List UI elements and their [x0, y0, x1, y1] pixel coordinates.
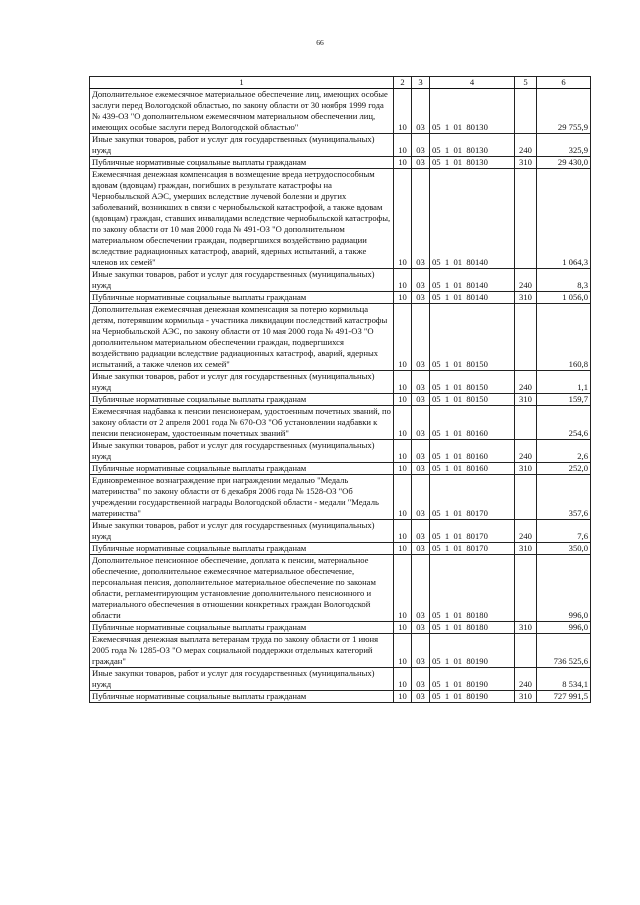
- subsection-cell: 03: [412, 555, 430, 622]
- table-row: [90, 292, 591, 304]
- budget-table: [89, 76, 591, 703]
- subsection-cell: 03: [412, 622, 430, 634]
- subsection-cell: 03: [412, 292, 430, 304]
- subsection-cell: 03: [412, 406, 430, 440]
- table-row: [90, 134, 591, 157]
- expense-type-cell: [515, 89, 537, 134]
- expense-type-cell: [515, 555, 537, 622]
- table-row: [90, 475, 591, 520]
- section-cell: 10: [394, 371, 412, 394]
- subsection-cell: 03: [412, 520, 430, 543]
- expense-type-cell: 310: [515, 622, 537, 634]
- column-header: 6: [537, 77, 591, 89]
- target-code-cell: 05 1 01 80170: [430, 475, 515, 520]
- table-row: [90, 406, 591, 440]
- column-header: 5: [515, 77, 537, 89]
- section-cell: 10: [394, 269, 412, 292]
- expense-type-cell: 310: [515, 157, 537, 169]
- row-name-cell: Публичные нормативные социальные выплаты гражданам: [90, 394, 394, 406]
- amount-cell: 8 534,1: [537, 668, 591, 691]
- row-name-cell: Публичные нормативные социальные выплаты гражданам: [90, 292, 394, 304]
- column-header: 4: [430, 77, 515, 89]
- target-code-cell: 05 1 01 80180: [430, 555, 515, 622]
- table-row: [90, 634, 591, 668]
- amount-cell: 29 430,0: [537, 157, 591, 169]
- target-code-cell: 05 1 01 80140: [430, 169, 515, 269]
- expense-type-cell: [515, 406, 537, 440]
- row-name-cell: Иные закупки товаров, работ и услуг для государственных (муниципальных) нужд: [90, 440, 394, 463]
- table-row: [90, 304, 591, 371]
- section-cell: 10: [394, 634, 412, 668]
- subsection-cell: 03: [412, 440, 430, 463]
- row-name-cell: Иные закупки товаров, работ и услуг для государственных (муниципальных) нужд: [90, 134, 394, 157]
- expense-type-cell: [515, 475, 537, 520]
- row-name-cell: Единовременное вознаграждение при награждении медалью "Медаль материнства" по закону области от 6 декабря 2006 года № 1528-ОЗ "Об учреждении государственной награды Вологодской области - медали "Медаль материнства": [90, 475, 394, 520]
- expense-type-cell: 240: [515, 520, 537, 543]
- amount-cell: 1,1: [537, 371, 591, 394]
- section-cell: 10: [394, 668, 412, 691]
- section-cell: 10: [394, 440, 412, 463]
- section-cell: 10: [394, 543, 412, 555]
- target-code-cell: 05 1 01 80190: [430, 634, 515, 668]
- target-code-cell: 05 1 01 80150: [430, 371, 515, 394]
- target-code-cell: 05 1 01 80140: [430, 269, 515, 292]
- section-cell: 10: [394, 157, 412, 169]
- expense-type-cell: [515, 169, 537, 269]
- amount-cell: 350,0: [537, 543, 591, 555]
- expense-type-cell: [515, 634, 537, 668]
- expense-type-cell: 310: [515, 394, 537, 406]
- table-row: [90, 440, 591, 463]
- expense-type-cell: 310: [515, 691, 537, 703]
- section-cell: 10: [394, 89, 412, 134]
- expense-type-cell: 310: [515, 463, 537, 475]
- amount-cell: 736 525,6: [537, 634, 591, 668]
- amount-cell: 727 991,5: [537, 691, 591, 703]
- amount-cell: 996,0: [537, 622, 591, 634]
- target-code-cell: 05 1 01 80130: [430, 89, 515, 134]
- target-code-cell: 05 1 01 80160: [430, 406, 515, 440]
- section-cell: 10: [394, 292, 412, 304]
- subsection-cell: 03: [412, 463, 430, 475]
- target-code-cell: 05 1 01 80160: [430, 463, 515, 475]
- row-name-cell: Иные закупки товаров, работ и услуг для государственных (муниципальных) нужд: [90, 269, 394, 292]
- amount-cell: 2,6: [537, 440, 591, 463]
- column-header: 2: [394, 77, 412, 89]
- expense-type-cell: [515, 304, 537, 371]
- section-cell: 10: [394, 555, 412, 622]
- subsection-cell: 03: [412, 134, 430, 157]
- table-row: [90, 394, 591, 406]
- row-name-cell: Иные закупки товаров, работ и услуг для государственных (муниципальных) нужд: [90, 520, 394, 543]
- expense-type-cell: 240: [515, 668, 537, 691]
- column-header: 1: [90, 77, 394, 89]
- row-name-cell: Ежемесячная надбавка к пенсии пенсионерам, удостоенным почетных званий, по закону области от 2 апреля 2001 года № 670-ОЗ "Об установлении надбавки к пенсии пенсионерам, удостоенным почетных званий": [90, 406, 394, 440]
- amount-cell: 325,9: [537, 134, 591, 157]
- row-name-cell: Дополнительная ежемесячная денежная компенсация за потерю кормильца детям, потерявшим кормильца - участника ликвидации последствий катастрофы на Чернобыльской АЭС, по закону области от 10 мая 2000 года № 491-ОЗ "О дополнительном материальном обеспечении граждан, подвергшихся воздействию радиации вследствие радиационных катастроф, аварий, ядерных испытаний, а также членов их семей": [90, 304, 394, 371]
- target-code-cell: 05 1 01 80130: [430, 157, 515, 169]
- table-row: [90, 691, 591, 703]
- table-row: [90, 668, 591, 691]
- row-name-cell: Ежемесячная денежная выплата ветеранам труда по закону области от 1 июня 2005 года № 1285-ОЗ "О мерах социальной поддержки отдельных категорий граждан": [90, 634, 394, 668]
- row-name-cell: Публичные нормативные социальные выплаты гражданам: [90, 543, 394, 555]
- target-code-cell: 05 1 01 80150: [430, 394, 515, 406]
- amount-cell: 29 755,9: [537, 89, 591, 134]
- target-code-cell: 05 1 01 80190: [430, 668, 515, 691]
- column-header: 3: [412, 77, 430, 89]
- target-code-cell: 05 1 01 80190: [430, 691, 515, 703]
- row-name-cell: Публичные нормативные социальные выплаты гражданам: [90, 157, 394, 169]
- amount-cell: 252,0: [537, 463, 591, 475]
- subsection-cell: 03: [412, 371, 430, 394]
- section-cell: 10: [394, 691, 412, 703]
- section-cell: 10: [394, 169, 412, 269]
- row-name-cell: Публичные нормативные социальные выплаты гражданам: [90, 691, 394, 703]
- page-number: 66: [316, 38, 324, 47]
- amount-cell: 7,6: [537, 520, 591, 543]
- table-row: [90, 520, 591, 543]
- target-code-cell: 05 1 01 80160: [430, 440, 515, 463]
- section-cell: 10: [394, 622, 412, 634]
- section-cell: 10: [394, 134, 412, 157]
- target-code-cell: 05 1 01 80170: [430, 543, 515, 555]
- subsection-cell: 03: [412, 89, 430, 134]
- table-row: [90, 371, 591, 394]
- target-code-cell: 05 1 01 80130: [430, 134, 515, 157]
- subsection-cell: 03: [412, 543, 430, 555]
- subsection-cell: 03: [412, 691, 430, 703]
- section-cell: 10: [394, 394, 412, 406]
- section-cell: 10: [394, 304, 412, 371]
- table-row: [90, 463, 591, 475]
- subsection-cell: 03: [412, 157, 430, 169]
- section-cell: 10: [394, 463, 412, 475]
- subsection-cell: 03: [412, 269, 430, 292]
- table-row: [90, 622, 591, 634]
- row-name-cell: Дополнительное ежемесячное материальное обеспечение лиц, имеющих особые заслуги перед Вологодской областью, по закону области от 30 ноября 1999 года № 439-ОЗ "О дополнительном ежемесячном материальном обеспечении лиц, имеющих особые заслуги перед Вологодской областью": [90, 89, 394, 134]
- expense-type-cell: 240: [515, 134, 537, 157]
- amount-cell: 357,6: [537, 475, 591, 520]
- table-row: [90, 269, 591, 292]
- target-code-cell: 05 1 01 80180: [430, 622, 515, 634]
- target-code-cell: 05 1 01 80150: [430, 304, 515, 371]
- table-row: [90, 169, 591, 269]
- subsection-cell: 03: [412, 634, 430, 668]
- row-name-cell: Ежемесячная денежная компенсация в возмещение вреда нетрудоспособным вдовам (вдовцам) граждан, погибших в результате катастрофы на Чернобыльской АЭС, умерших вследствие лучевой болезни и других заболеваний, возникших в связи с чернобыльской катастрофой, а также вдовам (вдовцам) граждан, ставших инвалидами вследствие чернобыльской катастрофы, по закону области от 10 мая 2000 года № 491-ОЗ "О дополнительном материальном обеспечении граждан, подвергшихся воздействию радиации вследствие радиационных катастроф, аварий, ядерных испытаний, а также членов их семей": [90, 169, 394, 269]
- table-row: [90, 543, 591, 555]
- row-name-cell: Публичные нормативные социальные выплаты гражданам: [90, 622, 394, 634]
- expense-type-cell: 310: [515, 543, 537, 555]
- amount-cell: 160,8: [537, 304, 591, 371]
- row-name-cell: Дополнительное пенсионное обеспечение, доплата к пенсии, материальное обеспечение, дополнительное ежемесячное материальное обеспечение, персональная пенсия, дополнительное материальное обеспечение по законам области, регламентирующим установление дополнительного пенсионного и материального обеспечения в отношении конкретных граждан Вологодской области: [90, 555, 394, 622]
- amount-cell: 1 064,3: [537, 169, 591, 269]
- expense-type-cell: 240: [515, 440, 537, 463]
- subsection-cell: 03: [412, 304, 430, 371]
- target-code-cell: 05 1 01 80140: [430, 292, 515, 304]
- table-row: [90, 89, 591, 134]
- amount-cell: 1 056,0: [537, 292, 591, 304]
- amount-cell: 996,0: [537, 555, 591, 622]
- amount-cell: 8,3: [537, 269, 591, 292]
- subsection-cell: 03: [412, 394, 430, 406]
- table-row: [90, 555, 591, 622]
- amount-cell: 254,6: [537, 406, 591, 440]
- section-cell: 10: [394, 406, 412, 440]
- table-row: [90, 157, 591, 169]
- row-name-cell: Иные закупки товаров, работ и услуг для государственных (муниципальных) нужд: [90, 668, 394, 691]
- section-cell: 10: [394, 520, 412, 543]
- subsection-cell: 03: [412, 169, 430, 269]
- row-name-cell: Иные закупки товаров, работ и услуг для государственных (муниципальных) нужд: [90, 371, 394, 394]
- subsection-cell: 03: [412, 475, 430, 520]
- expense-type-cell: 240: [515, 371, 537, 394]
- table-header-row: [90, 77, 591, 89]
- expense-type-cell: 240: [515, 269, 537, 292]
- target-code-cell: 05 1 01 80170: [430, 520, 515, 543]
- expense-type-cell: 310: [515, 292, 537, 304]
- row-name-cell: Публичные нормативные социальные выплаты гражданам: [90, 463, 394, 475]
- amount-cell: 159,7: [537, 394, 591, 406]
- section-cell: 10: [394, 475, 412, 520]
- subsection-cell: 03: [412, 668, 430, 691]
